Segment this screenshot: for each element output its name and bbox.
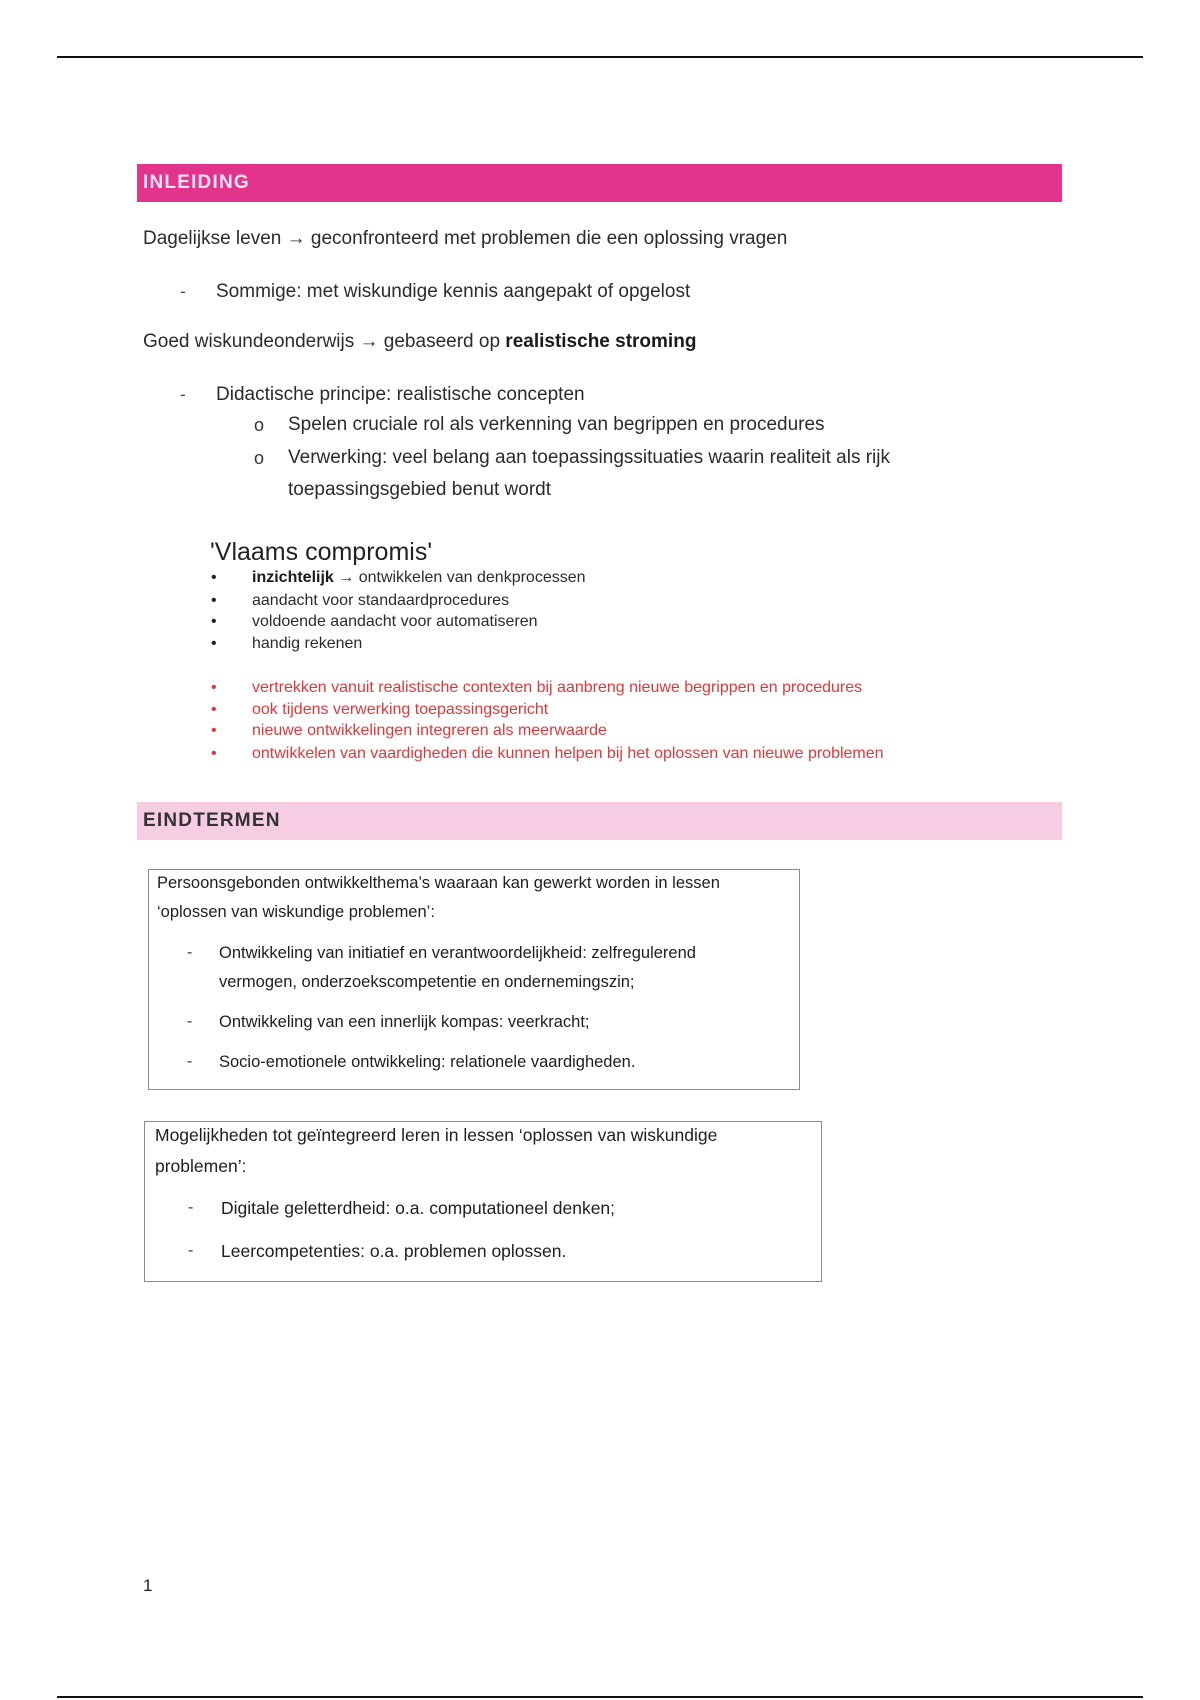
box2-item-1: Digitale geletterdheid: o.a. computationeel denken;: [221, 1198, 616, 1218]
bottom-rule: [57, 1696, 1143, 1698]
dash-bullet: -: [180, 282, 186, 301]
intro-sub-1: Sommige: met wiskundige kennis aangepakt of opgelost: [216, 281, 691, 302]
bullet: •: [211, 592, 217, 609]
o-bullet: o: [254, 415, 265, 435]
o-bullet: o: [254, 448, 265, 468]
heading-eindtermen: EINDTERMEN: [137, 802, 1062, 840]
intro-o-1: Spelen cruciale rol als verkenning van begrippen en procedures: [288, 414, 825, 435]
bullet: •: [211, 569, 217, 586]
vlaams-red-item-1: vertrekken vanuit realistische contexten bij aanbreng nieuwe begrippen en procedures: [252, 679, 863, 696]
box1-item-2: Ontwikkeling van een innerlijk kompas: veerkracht;: [219, 1013, 590, 1031]
box2-intro-line-2: problemen’:: [155, 1156, 247, 1176]
intro-line-2-start: Goed wiskundeonderwijs: [143, 331, 355, 352]
intro-o-2-line-2: toepassingsgebied benut wordt: [288, 479, 552, 500]
dash-bullet: -: [187, 1013, 193, 1030]
vlaams-item-2: aandacht voor standaardprocedures: [252, 592, 510, 609]
box1-item-1-line-1: Ontwikkeling van initiatief en verantwoordelijkheid: zelfregulerend: [219, 944, 696, 962]
vlaams-item-1: [252, 568, 586, 588]
vlaams-item-4: handig rekenen: [252, 635, 363, 652]
vlaams-red-item-3: nieuwe ontwikkelingen integreren als meerwaarde: [252, 722, 607, 739]
bullet: •: [211, 613, 217, 630]
intro-line-1: [143, 227, 787, 251]
top-rule: [57, 56, 1143, 58]
vlaams-red-item-2: ook tijdens verwerking toepassingsgericht: [252, 701, 549, 718]
dash-bullet: -: [187, 1053, 193, 1070]
vlaams-item-1-rest: ontwikkelen van denkprocessen: [358, 569, 586, 586]
dash-bullet: -: [188, 1242, 194, 1259]
bullet-red: •: [211, 701, 217, 718]
arrow-icon: →: [286, 228, 306, 249]
vlaams-compromis-title: 'Vlaams compromis': [210, 538, 433, 566]
box1-item-1-line-2: vermogen, onderzoekscompetentie en ondernemingszin;: [219, 973, 635, 991]
intro-line-1-end: geconfronteerd met problemen die een oplossing vragen: [310, 228, 788, 249]
box1-item-3: Socio-emotionele ontwikkeling: relationele vaardigheden.: [219, 1053, 636, 1071]
box2-item-2: Leercompetenties: o.a. problemen oplossen.: [221, 1241, 567, 1261]
dash-bullet: -: [188, 1199, 194, 1216]
box1-intro-line-2: ‘oplossen van wiskundige problemen’:: [157, 903, 435, 921]
vlaams-red-item-4: ontwikkelen van vaardigheden die kunnen helpen bij het oplossen van nieuwe problemen: [252, 745, 884, 762]
bullet-red: •: [211, 722, 217, 739]
arrow-icon: →: [338, 569, 355, 586]
arrow-icon: →: [359, 331, 379, 352]
bullet-red: •: [211, 679, 217, 696]
page-number: 1: [143, 1576, 153, 1595]
box1-intro-line-1: Persoonsgebonden ontwikkelthema’s waaraan kan gewerkt worden in lessen: [157, 874, 720, 892]
intro-o-2-line-1: Verwerking: veel belang aan toepassingssituaties waarin realiteit als rijk: [288, 447, 890, 468]
intro-line-2-bold: realistische stroming: [505, 331, 697, 352]
vlaams-item-3: voldoende aandacht voor automatiseren: [252, 613, 538, 630]
vlaams-item-1-bold: inzichtelijk: [252, 569, 334, 586]
bullet-red: •: [211, 745, 217, 762]
intro-line-2: [143, 330, 696, 354]
dash-bullet: -: [180, 385, 186, 404]
intro-line-1-start: Dagelijkse leven: [143, 228, 282, 249]
dash-bullet: -: [187, 944, 193, 961]
box2-intro-line-1: Mogelijkheden tot geïntegreerd leren in lessen ‘oplossen van wiskundige: [155, 1125, 718, 1145]
intro-sub-2: Didactische principe: realistische concepten: [216, 384, 585, 405]
intro-line-2-mid: gebaseerd op: [383, 331, 501, 352]
heading-inleiding: INLEIDING: [137, 164, 1062, 202]
bullet: •: [211, 635, 217, 652]
